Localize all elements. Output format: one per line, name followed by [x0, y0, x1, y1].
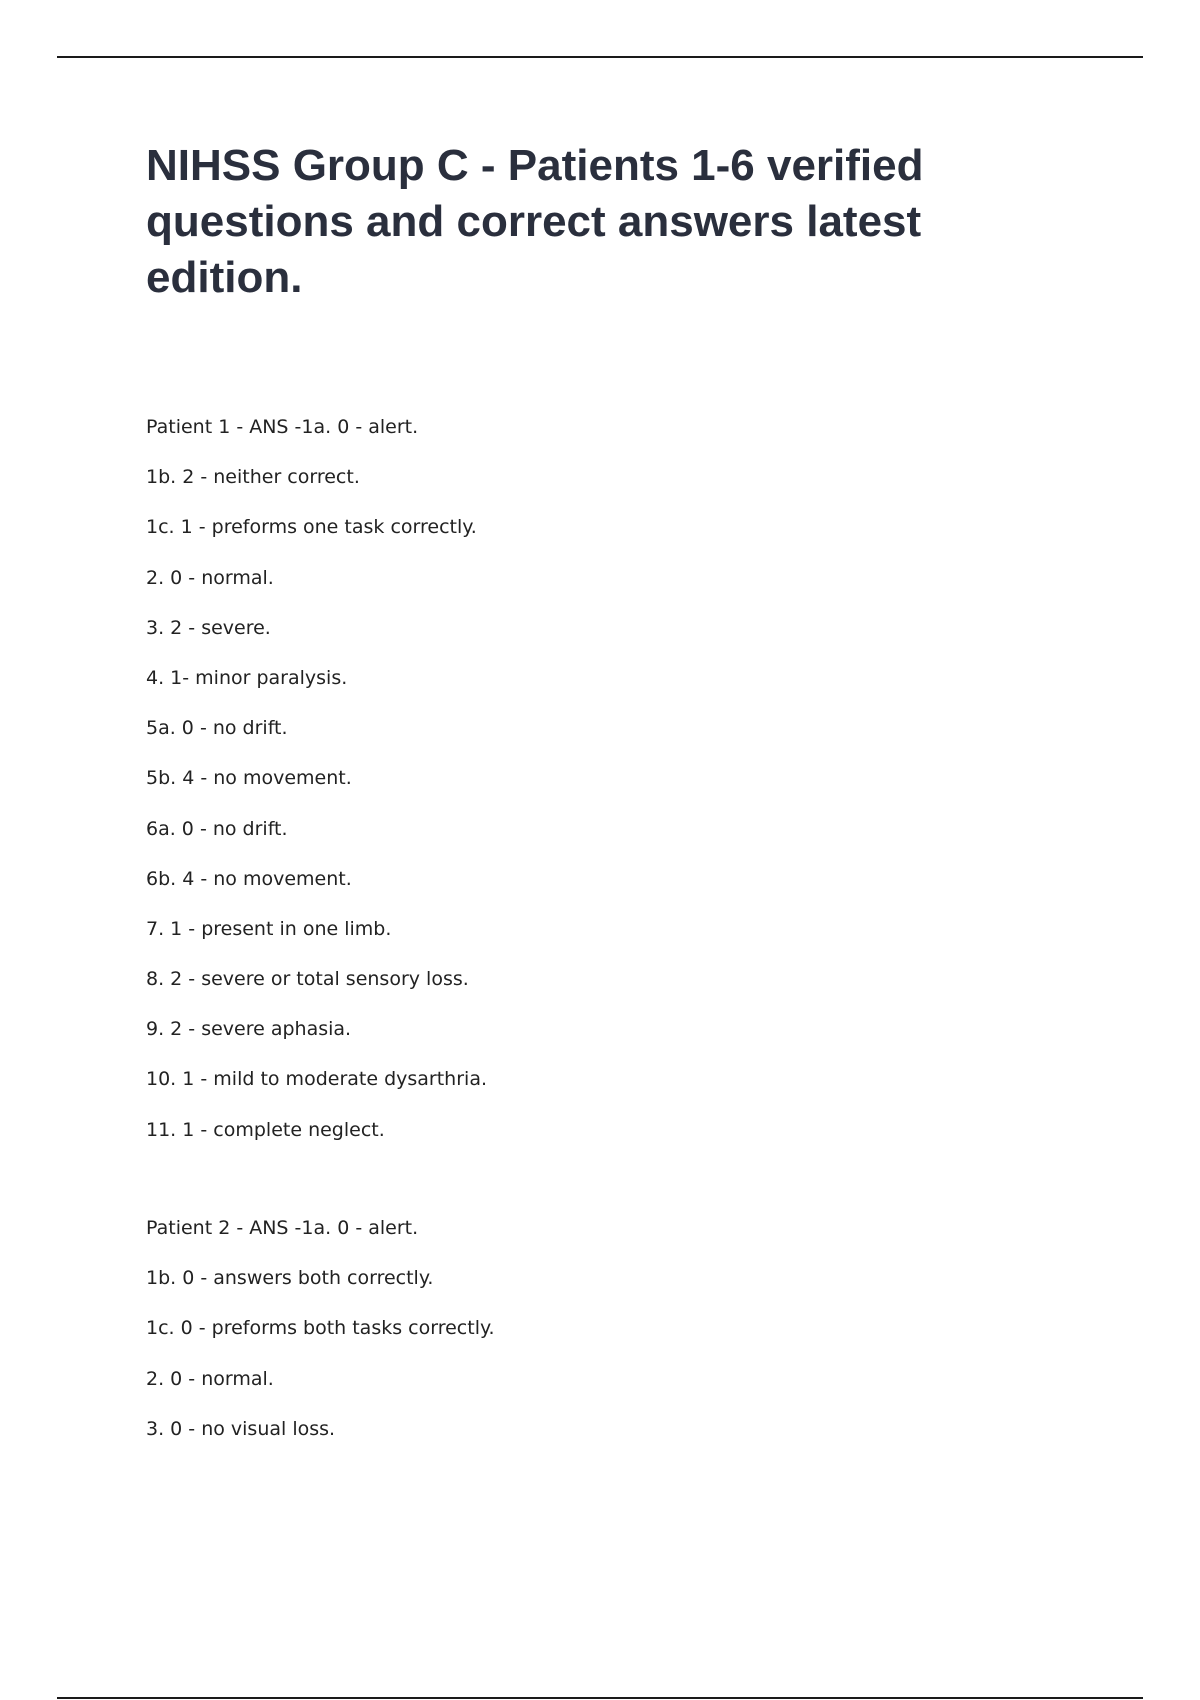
- answer-line: 4. 1- minor paralysis.: [146, 666, 348, 689]
- answer-line: 5b. 4 - no movement.: [146, 767, 352, 790]
- answer-line: 6b. 4 - no movement.: [146, 867, 352, 890]
- answer-line: 8. 2 - severe or total sensory loss.: [146, 968, 469, 991]
- header-rule: [57, 56, 1143, 58]
- answer-line: 1b. 2 - neither correct.: [146, 466, 360, 489]
- answer-line: Patient 2 - ANS -1a. 0 - alert.: [146, 1217, 419, 1239]
- answer-line: 5a. 0 - no drift.: [146, 717, 288, 740]
- answer-line: 2. 0 - normal.: [146, 566, 274, 589]
- patient-2-answers: [146, 1216, 495, 1467]
- answer-line: 1c. 1 - preforms one task correctly.: [146, 516, 477, 539]
- document-title: NIHSS Group C - Patients 1-6 verified questions and correct answers latest edition.: [146, 141, 924, 302]
- answer-line: 11. 1 - complete neglect.: [146, 1118, 385, 1141]
- answer-line: Patient 1 - ANS -1a. 0 - alert.: [146, 416, 419, 438]
- answer-line: 1c. 0 - preforms both tasks correctly.: [146, 1317, 495, 1340]
- answer-line: 6a. 0 - no drift.: [146, 817, 288, 840]
- answer-line: 3. 2 - severe.: [146, 616, 271, 639]
- answer-line: 2. 0 - normal.: [146, 1367, 274, 1390]
- answer-line: 10. 1 - mild to moderate dysarthria.: [146, 1068, 487, 1091]
- answer-line: 7. 1 - present in one limb.: [146, 917, 392, 940]
- patient-1-answers: [146, 415, 487, 1168]
- answer-line: 9. 2 - severe aphasia.: [146, 1018, 352, 1041]
- footer-rule: [57, 1697, 1143, 1699]
- answer-line: 3. 0 - no visual loss.: [146, 1417, 336, 1440]
- answer-line: 1b. 0 - answers both correctly.: [146, 1267, 434, 1290]
